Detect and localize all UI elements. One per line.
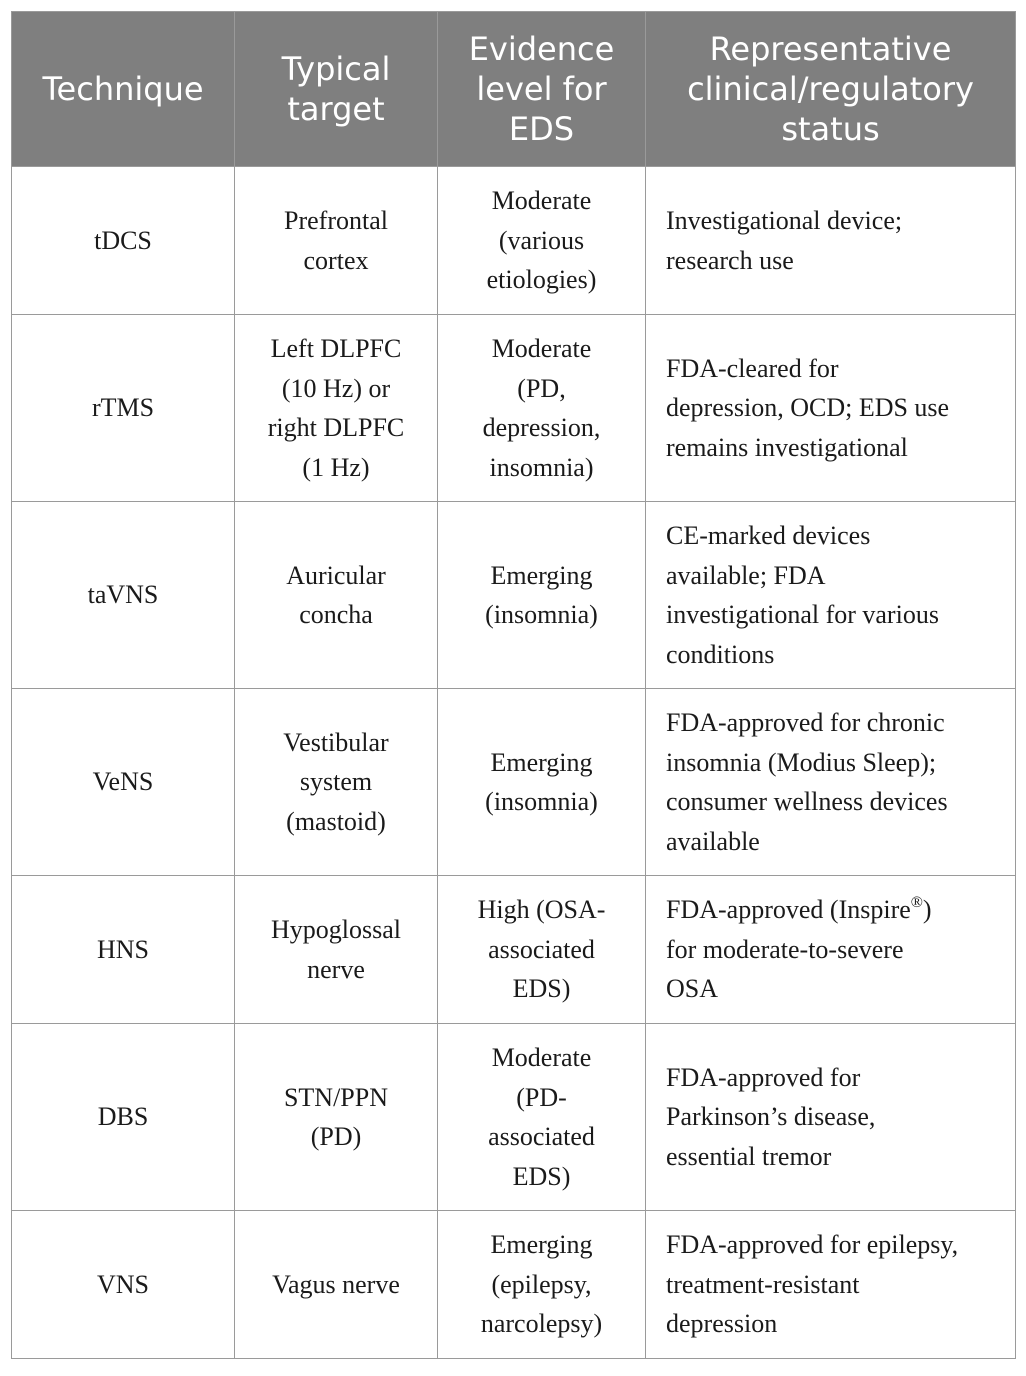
cell-technique: tDCS (12, 167, 235, 315)
cell-technique: VeNS (12, 689, 235, 876)
table-row (12, 1024, 1016, 1211)
cell-technique: VNS (12, 1211, 235, 1359)
cell-target: STN/PPN (PD) (235, 1024, 438, 1211)
cell-evidence: Emerging (insomnia) (438, 689, 646, 876)
table-row (12, 1211, 1016, 1359)
table-row (12, 315, 1016, 502)
cell-evidence: High (OSA- associated EDS) (438, 876, 646, 1024)
cell-status: CE-marked devices available; FDA investigational for various conditions (646, 502, 1016, 689)
status-text-post: ) for moderate-to-severe OSA (666, 895, 932, 1004)
cell-evidence: Moderate (PD- associated EDS) (438, 1024, 646, 1211)
table-row (12, 167, 1016, 315)
cell-technique: taVNS (12, 502, 235, 689)
cell-evidence: Moderate (PD, depression, insomnia) (438, 315, 646, 502)
header-technique: Technique (12, 12, 235, 167)
cell-target: Auricular concha (235, 502, 438, 689)
table-row (12, 502, 1016, 689)
cell-target: Hypoglossal nerve (235, 876, 438, 1024)
cell-target: Vagus nerve (235, 1211, 438, 1359)
cell-evidence: Emerging (insomnia) (438, 502, 646, 689)
cell-target: Prefrontal cortex (235, 167, 438, 315)
cell-technique: rTMS (12, 315, 235, 502)
cell-status: FDA-cleared for depression, OCD; EDS use remains investigational (646, 315, 1016, 502)
cell-status: FDA-approved for chronic insomnia (Modius Sleep); consumer wellness devices available (646, 689, 1016, 876)
registered-mark: ® (910, 894, 923, 912)
table-body (12, 167, 1016, 1359)
header-row (12, 12, 1016, 167)
cell-status (646, 876, 1016, 1024)
header-evidence-level: Evidence level for EDS (438, 12, 646, 167)
cell-technique: HNS (12, 876, 235, 1024)
cell-technique: DBS (12, 1024, 235, 1211)
header-status: Representative clinical/regulatory status (646, 12, 1016, 167)
cell-evidence: Moderate (various etiologies) (438, 167, 646, 315)
cell-evidence: Emerging (epilepsy, narcolepsy) (438, 1211, 646, 1359)
cell-status: Investigational device; research use (646, 167, 1016, 315)
table-row (12, 876, 1016, 1024)
cell-target: Left DLPFC (10 Hz) or right DLPFC (1 Hz) (235, 315, 438, 502)
table-row (12, 689, 1016, 876)
table-header (12, 12, 1016, 167)
cell-status: FDA-approved for Parkinson’s disease, essential tremor (646, 1024, 1016, 1211)
status-text-pre: FDA-approved (Inspire (666, 895, 911, 925)
header-typical-target: Typical target (235, 12, 438, 167)
cell-target: Vestibular system (mastoid) (235, 689, 438, 876)
cell-status: FDA-approved for epilepsy, treatment-resistant depression (646, 1211, 1016, 1359)
neuromodulation-table (11, 11, 1016, 1359)
